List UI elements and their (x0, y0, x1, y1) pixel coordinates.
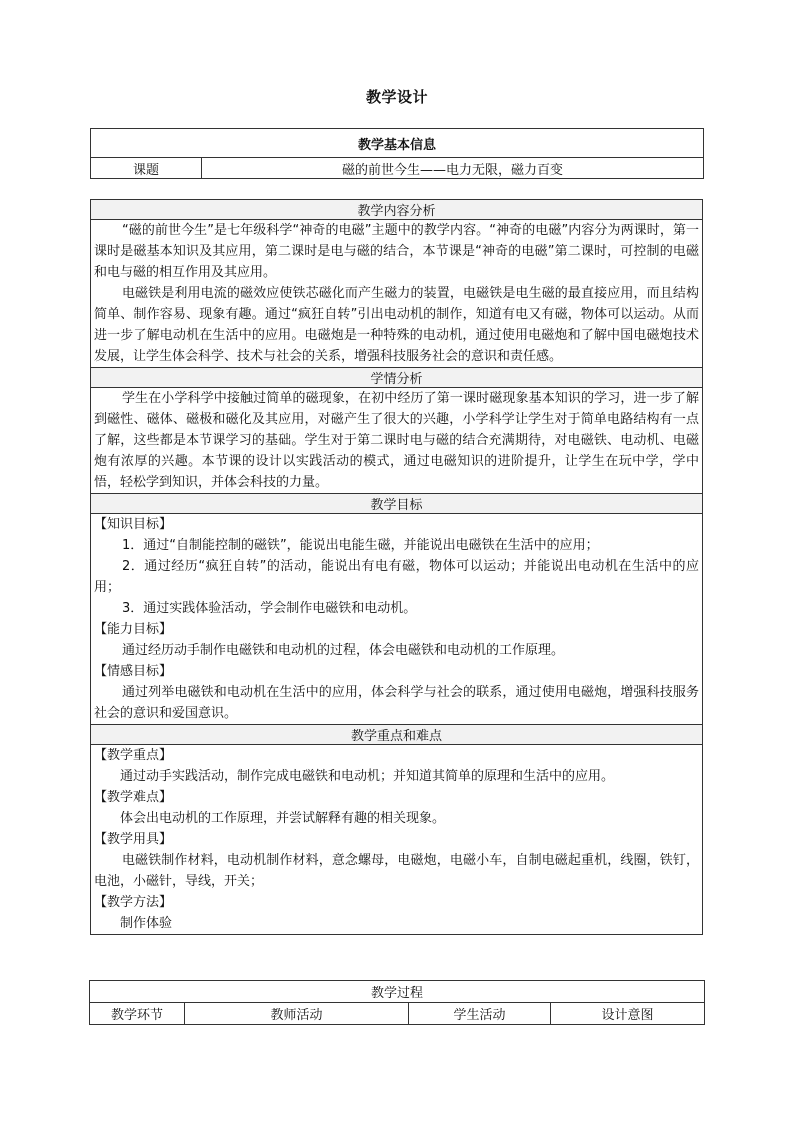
key-points-body (91, 745, 703, 935)
ability-objective-item: 通过经历动手制作电磁铁和电动机的过程，体会电磁铁和电动机的工作原理。 (121, 643, 564, 658)
knowledge-objective-item: 1．通过“自制能控制的磁铁”，能说出电能生磁，并能说出电磁铁在生活中的应用； (121, 538, 599, 553)
teaching-tools-label: 【教学用具】 (94, 832, 173, 847)
knowledge-objective-item: 2．通过经历“疯狂自转”的活动，能说出有电有磁，物体可以运动；并能说出电动机在生活中的应用； (94, 559, 699, 595)
teaching-process-header: 教学过程 (90, 981, 705, 1003)
emotion-objective-item: 通过列举电磁铁和电动机在生活中的应用，体会科学与社会的联系，通过使用电磁炮，增强科技服务社会的意识和爱国意识。 (94, 685, 699, 721)
teaching-tools-text: 电磁铁制作材料，电动机制作材料，意念螺母，电磁炮，电磁小车，自制电磁起重机，线圈，铁钉，电池，小磁针，导线，开关； (94, 853, 699, 889)
student-analysis-paragraph: 学生在小学科学中接触过简单的磁现象，在初中经历了第一课时磁现象基本知识的学习，进一步了解到磁性、磁体、磁极和磁化及其应用，对磁产生了很大的兴趣，小学科学让学生对于简单电路结构有一点了解，这些都是本节课学习的基础。学生对于第二课时电与磁的结合充满期待，对电磁铁、电动机、电磁炮有浓厚的兴趣。本节课的设计以实践活动的模式，通过电磁知识的进阶提升，让学生在玩中学，学中悟，轻松学到知识，并体会科技的力量。 (94, 391, 699, 490)
content-analysis-paragraph: 电磁铁是利用电流的磁效应使铁芯磁化而产生磁力的装置，电磁铁是电生磁的最直接应用，而且结构简单、制作容易、现象有趣。通过“疯狂自转”引出电动机的制作，知道有电又有磁，物体可以运动。从而进一步了解电动机在生活中的应用。电磁炮是一种特殊的电动机，通过使用电磁炮和了解中国电磁炮技术发展，让学生体会科学、技术与社会的关系，增强科技服务社会的意识和责任感。 (94, 286, 699, 364)
content-analysis-header: 教学内容分析 (91, 200, 703, 220)
objectives-body (91, 514, 703, 725)
knowledge-objective-item: 3．通过实践体验活动，学会制作电磁铁和电动机。 (121, 601, 417, 616)
teaching-focus-text: 通过动手实践活动，制作完成电磁铁和电动机；并知道其简单的原理和生活中的应用。 (120, 769, 615, 784)
content-analysis-paragraph: “磁的前世今生”是七年级科学“神奇的电磁”主题中的教学内容。“神奇的电磁”内容分为两课时，第一课时是磁基本知识及其应用，第二课时是电与磁的结合，本节课是“神奇的电磁”第二课时，可控制的电磁和电与磁的相互作用及其应用。 (94, 223, 699, 280)
teaching-difficulty-text: 体会出电动机的工作原理，并尝试解释有趣的相关现象。 (120, 811, 446, 826)
content-analysis-body (91, 220, 703, 368)
column-header-teacher-activity: 教师活动 (185, 1003, 409, 1025)
topic-value: 磁的前世今生——电力无限，磁力百变 (202, 158, 704, 179)
topic-label: 课题 (91, 158, 202, 179)
column-header-design-intent: 设计意图 (551, 1003, 705, 1025)
lesson-design-table (90, 199, 703, 935)
objectives-header: 教学目标 (91, 494, 703, 514)
ability-objectives-label: 【能力目标】 (94, 622, 173, 637)
student-analysis-body (91, 388, 703, 494)
knowledge-objectives-label: 【知识目标】 (94, 517, 173, 532)
document-title: 教学设计 (365, 88, 428, 106)
teaching-focus-label: 【教学重点】 (94, 748, 173, 763)
student-analysis-header: 学情分析 (91, 368, 703, 388)
basic-info-header: 教学基本信息 (91, 129, 704, 158)
teaching-difficulty-label: 【教学难点】 (94, 790, 173, 805)
teaching-method-text: 制作体验 (120, 916, 173, 931)
teaching-process-table (89, 980, 705, 1025)
emotion-objectives-label: 【情感目标】 (94, 664, 173, 679)
column-header-stage: 教学环节 (90, 1003, 185, 1025)
teaching-method-label: 【教学方法】 (94, 895, 173, 910)
column-header-student-activity: 学生活动 (409, 1003, 551, 1025)
basic-info-table (90, 128, 704, 179)
key-points-header: 教学重点和难点 (91, 725, 703, 745)
